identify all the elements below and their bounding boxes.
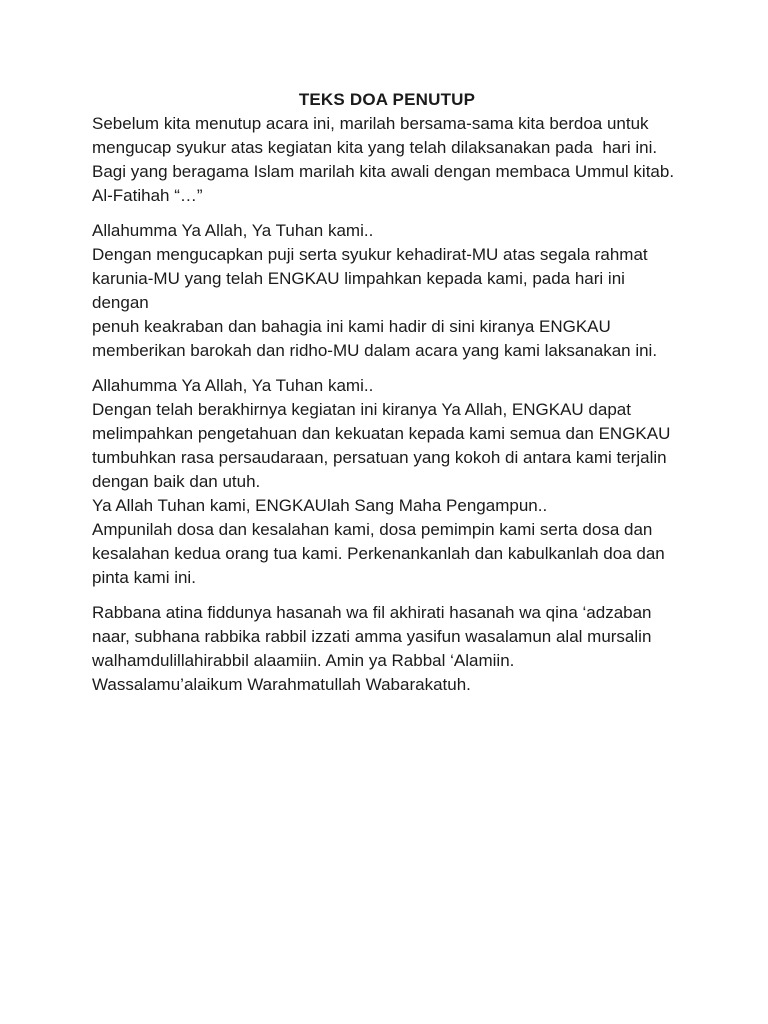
text-line: Ya Allah Tuhan kami, ENGKAUlah Sang Maha Pengampun.. [92, 496, 548, 515]
text-line: Dengan mengucapkan puji serta syukur kehadirat-MU atas segala rahmat [92, 245, 648, 264]
doc-paragraph [92, 219, 682, 363]
text-line: Al-Fatihah “…” [92, 186, 203, 205]
doc-paragraph [92, 601, 682, 697]
text-line: Wassalamu’alaikum Warahmatullah Wabarakatuh. [92, 675, 471, 694]
document-body [92, 112, 682, 697]
text-line: Allahumma Ya Allah, Ya Tuhan kami.. [92, 221, 374, 240]
text-line: walhamdulillahirabbil alaamiin. Amin ya Rabbal ‘Alamiin. [92, 651, 515, 670]
page-title: TEKS DOA PENUTUP [298, 90, 476, 109]
text-line: penuh keakraban dan bahagia ini kami hadir di sini kiranya ENGKAU [92, 317, 611, 336]
text-line: memberikan barokah dan ridho-MU dalam acara yang kami laksanakan ini. [92, 341, 658, 360]
text-line: Sebelum kita menutup acara ini, marilah bersama-sama kita berdoa untuk [92, 114, 649, 133]
text-line: mengucap syukur atas kegiatan kita yang telah dilaksanakan pada hari ini. [92, 138, 658, 157]
text-line: Dengan telah berakhirnya kegiatan ini kiranya Ya Allah, ENGKAU dapat [92, 400, 631, 419]
text-line: kesalahan kedua orang tua kami. Perkenankanlah dan kabulkanlah doa dan [92, 544, 665, 563]
text-line: tumbuhkan rasa persaudaraan, persatuan yang kokoh di antara kami terjalin [92, 448, 667, 467]
text-line: Ampunilah dosa dan kesalahan kami, dosa pemimpin kami serta dosa dan [92, 520, 653, 539]
doc-paragraph [92, 374, 682, 590]
text-line: Allahumma Ya Allah, Ya Tuhan kami.. [92, 376, 374, 395]
text-line: Rabbana atina fiddunya hasanah wa fil akhirati hasanah wa qina ‘adzaban [92, 603, 652, 622]
doc-paragraph [92, 112, 682, 208]
text-line: Bagi yang beragama Islam marilah kita awali dengan membaca Ummul kitab. [92, 162, 675, 181]
text-line: karunia-MU yang telah ENGKAU limpahkan kepada kami, pada hari ini dengan [92, 269, 630, 312]
text-line: naar, subhana rabbika rabbil izzati amma yasifun wasalamun alal mursalin [92, 627, 652, 646]
text-line: pinta kami ini. [92, 568, 196, 587]
text-line: dengan baik dan utuh. [92, 472, 261, 491]
text-line: melimpahkan pengetahuan dan kekuatan kepada kami semua dan ENGKAU [92, 424, 671, 443]
